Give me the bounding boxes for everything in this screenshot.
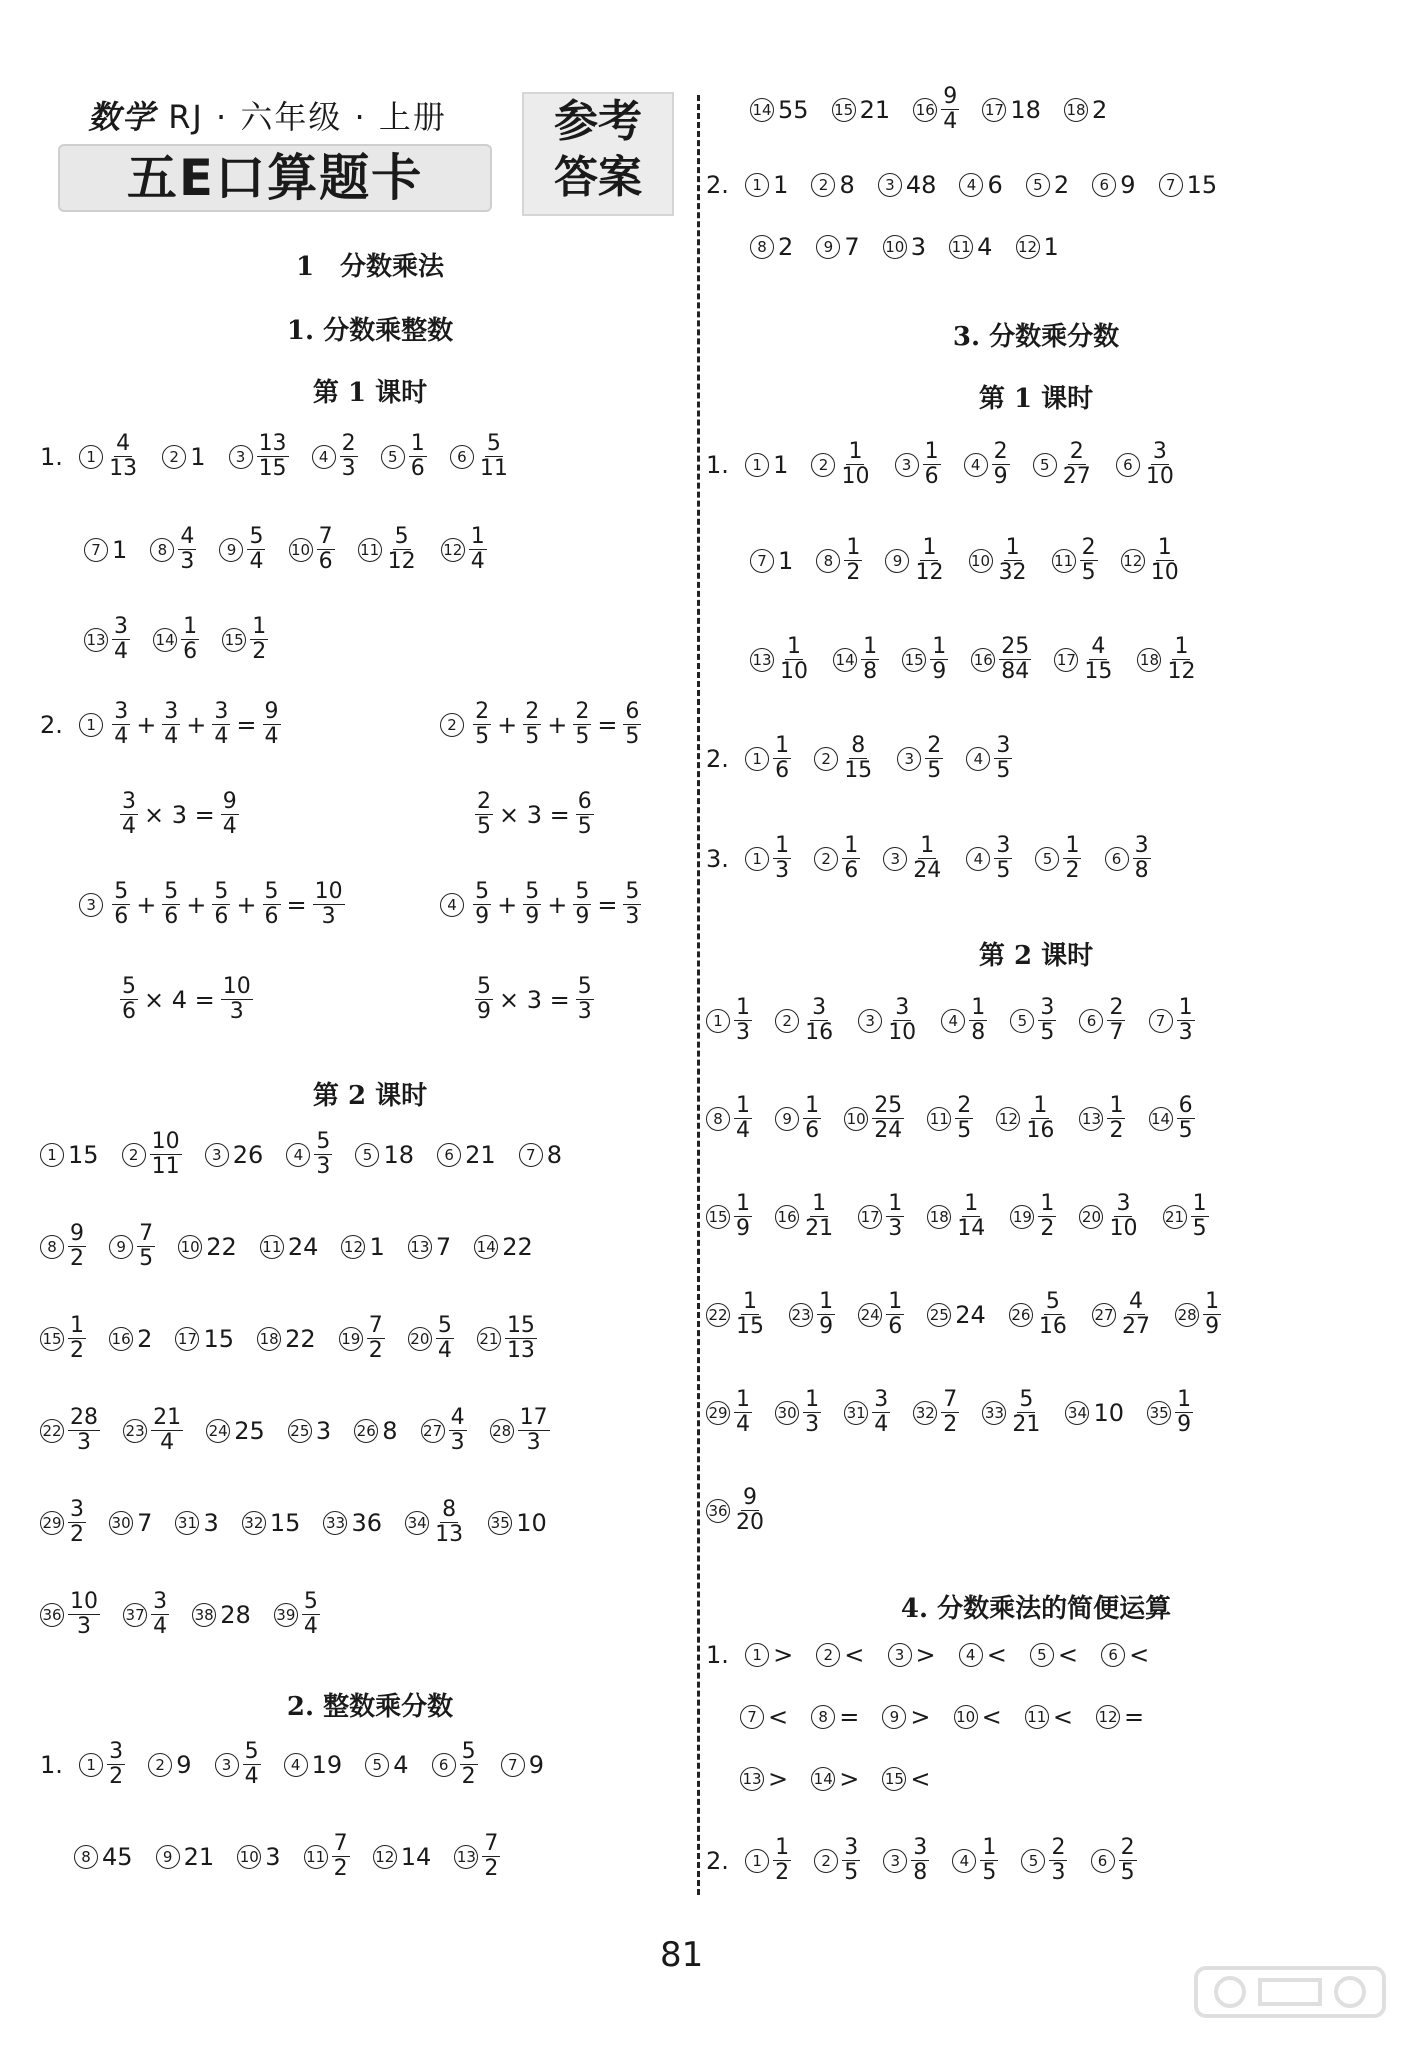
answer-row: 15 $\frac{1}{9}$ 16 $\frac{1}{21}$ 17 $\frac{1}{3}$ 18 $\frac{1}{14}$ 19 $\frac{1}{2}$ 20 $\frac{3}{10}$ 21 $\frac{1}{5}$ [706, 1192, 1227, 1262]
answer-row: 2. 1 1 2 8 3 48 4 6 5 2 6 9 7 15 [706, 170, 1218, 199]
subject-label: 数学 [88, 98, 157, 136]
answer-row: 29 $\frac{3}{2}$ 30 7 31 3 32 15 33 36 34 $\frac{8}{13}$ 35 10 [40, 1498, 565, 1568]
answer-row: 1 $\frac{1}{3}$ 2 $\frac{3}{16}$ 3 $\frac{3}{10}$ 4 $\frac{1}{8}$ 5 $\frac{3}{5}$ 6 $\frac{2}{7}$ 7 $\frac{1}{3}$ [706, 996, 1213, 1066]
answer-row: 1. 1 1 2 $\frac{1}{10}$ 3 $\frac{1}{6}$ 4 $\frac{2}{9}$ 5 $\frac{2}{27}$ 6 $\frac{3}{10}$ [706, 439, 1174, 489]
watermark-logo-icon [1190, 1960, 1390, 2040]
equation-row: $\frac{3}{4}$ × 3 = $\frac{9}{4}$ [122, 789, 237, 839]
page-number: 81 [660, 1935, 704, 1975]
column-divider [697, 95, 700, 1895]
ref-line-1: 参考 [554, 96, 642, 147]
answer-row: 22 $\frac{28}{3}$ 23 $\frac{21}{4}$ 24 25 25 3 26 8 27 $\frac{4}{3}$ 28 $\frac{17}{3}$ [40, 1406, 568, 1476]
answer-row: 14 55 15 21 16 $\frac{9}{4}$ 17 18 18 2 [750, 85, 1125, 155]
lesson-heading: 第 2 课时 [978, 941, 1094, 971]
equation-row: 2. 1 $\frac{3}{4}$ + $\frac{3}{4}$ + $\frac{3}{4}$ = $\frac{9}{4}$ [40, 699, 279, 749]
answer-row: 2. 1 $\frac{1}{6}$ 2 $\frac{8}{15}$ 3 $\frac{2}{5}$ 4 $\frac{3}{5}$ [706, 733, 1011, 783]
answer-row: 7 < 8 = 9 > 10 < 11 < 12 = [740, 1702, 1162, 1772]
answer-row: 36 $\frac{9}{20}$ [706, 1486, 784, 1556]
answer-row: 1. 1 $\frac{4}{13}$ 2 1 3 $\frac{13}{15}$ 4 $\frac{2}{3}$ 5 $\frac{1}{6}$ 6 $\frac{5}{11}$ [40, 431, 508, 481]
answer-row: 7 1 8 $\frac{1}{2}$ 9 $\frac{1}{12}$ 10 $\frac{1}{32}$ 11 $\frac{2}{5}$ 12 $\frac{1}{10}$ [750, 536, 1199, 606]
lesson-heading: 第 2 课时 [312, 1081, 428, 1111]
equation-row: 2 $\frac{2}{5}$ + $\frac{2}{5}$ + $\frac{2}{5}$ = $\frac{6}{5}$ [440, 700, 641, 770]
section-heading: 1. 分数乘整数 [286, 316, 454, 346]
answer-row: 29 $\frac{1}{4}$ 30 $\frac{1}{3}$ 31 $\frac{3}{4}$ 32 $\frac{7}{2}$ 33 $\frac{5}{21}$ 34 10 35 $\frac{1}{9}$ [706, 1388, 1211, 1458]
reference-answer-badge [522, 92, 674, 216]
answer-row: 22 $\frac{1}{15}$ 23 $\frac{1}{9}$ 24 $\frac{1}{6}$ 25 24 26 $\frac{5}{16}$ 27 $\frac{4}{27}$ 28 $\frac{1}{9}$ [706, 1290, 1239, 1360]
section-heading: 4. 分数乘法的简便运算 [900, 1594, 1172, 1624]
brand-title: 五E口算题卡 [58, 144, 492, 212]
answer-row: 8 2 9 7 10 3 11 4 12 1 [750, 232, 1077, 302]
equation-row: $\frac{2}{5}$ × 3 = $\frac{6}{5}$ [477, 789, 592, 839]
answer-row: 2. 1 $\frac{1}{2}$ 2 $\frac{3}{5}$ 3 $\frac{3}{8}$ 4 $\frac{1}{5}$ 5 $\frac{2}{3}$ 6 $\frac{2}{5}$ [706, 1835, 1135, 1885]
equation-row: 3 $\frac{5}{6}$ + $\frac{5}{6}$ + $\frac{5}{6}$ + $\frac{5}{6}$ = $\frac{10}{3}$ [40, 880, 345, 950]
answer-row: 3. 1 $\frac{1}{3}$ 2 $\frac{1}{6}$ 3 $\frac{1}{24}$ 4 $\frac{3}{5}$ 5 $\frac{1}{2}$ 6 $\frac{3}{8}$ [706, 833, 1149, 883]
grade-info: RJ · 六年级 · 上册 [168, 98, 447, 136]
answer-row: 8 $\frac{1}{4}$ 9 $\frac{1}{6}$ 10 $\frac{25}{24}$ 11 $\frac{2}{5}$ 12 $\frac{1}{16}$ 13 $\frac{1}{2}$ 14 $\frac{6}{5}$ [706, 1094, 1213, 1164]
answer-row: 13 $\frac{3}{4}$ 14 $\frac{1}{6}$ 15 $\frac{1}{2}$ [84, 615, 286, 685]
brand-block [58, 92, 498, 212]
answer-row: 36 $\frac{10}{3}$ 37 $\frac{3}{4}$ 38 28 39 $\frac{5}{4}$ [40, 1590, 338, 1660]
answer-row: 13 $\frac{1}{10}$ 14 $\frac{1}{8}$ 15 $\frac{1}{9}$ 16 $\frac{25}{84}$ 17 $\frac{4}{15}$ 18 $\frac{1}{12}$ [750, 635, 1215, 705]
answer-row: 15 $\frac{1}{2}$ 16 2 17 15 18 22 19 $\frac{7}{2}$ 20 $\frac{5}{4}$ 21 $\frac{15}{13}$ [40, 1314, 555, 1384]
equation-row: $\frac{5}{9}$ × 3 = $\frac{5}{3}$ [477, 974, 592, 1024]
answer-row: 13 > 14 > 15 < [740, 1764, 949, 1834]
answer-row: 8 $\frac{9}{2}$ 9 $\frac{7}{5}$ 10 22 11 24 12 1 13 7 14 22 [40, 1222, 551, 1292]
section-heading: 3. 分数乘分数 [952, 322, 1120, 352]
answer-row: 1. 1 > 2 < 3 > 4 < 5 < 6 < [706, 1640, 1150, 1669]
lesson-heading: 第 1 课时 [312, 378, 428, 408]
answer-row: 8 45 9 21 10 3 11 $\frac{7}{2}$ 12 14 13 $\frac{7}{2}$ [74, 1832, 518, 1902]
equation-row: 4 $\frac{5}{9}$ + $\frac{5}{9}$ + $\frac{5}{9}$ = $\frac{5}{3}$ [440, 880, 641, 950]
equation-row: $\frac{5}{6}$ × 4 = $\frac{10}{3}$ [122, 974, 251, 1024]
answer-row: 1. 1 $\frac{3}{2}$ 2 9 3 $\frac{5}{4}$ 4 19 5 4 6 $\frac{5}{2}$ 7 9 [40, 1739, 545, 1789]
section-heading: 2. 整数乘分数 [286, 1692, 454, 1722]
unit-heading: 1 分数乘法 [295, 252, 445, 282]
ref-line-2: 答案 [554, 152, 642, 203]
answer-row: 1 15 2 $\frac{10}{11}$ 3 26 4 $\frac{5}{3}$ 5 18 6 21 7 8 [40, 1130, 580, 1200]
lesson-heading: 第 1 课时 [978, 384, 1094, 414]
answer-row: 7 1 8 $\frac{4}{3}$ 9 $\frac{5}{4}$ 10 $\frac{7}{6}$ 11 $\frac{5}{12}$ 12 $\frac{1}{4}$ [84, 525, 505, 595]
brand-subtitle [88, 92, 498, 138]
